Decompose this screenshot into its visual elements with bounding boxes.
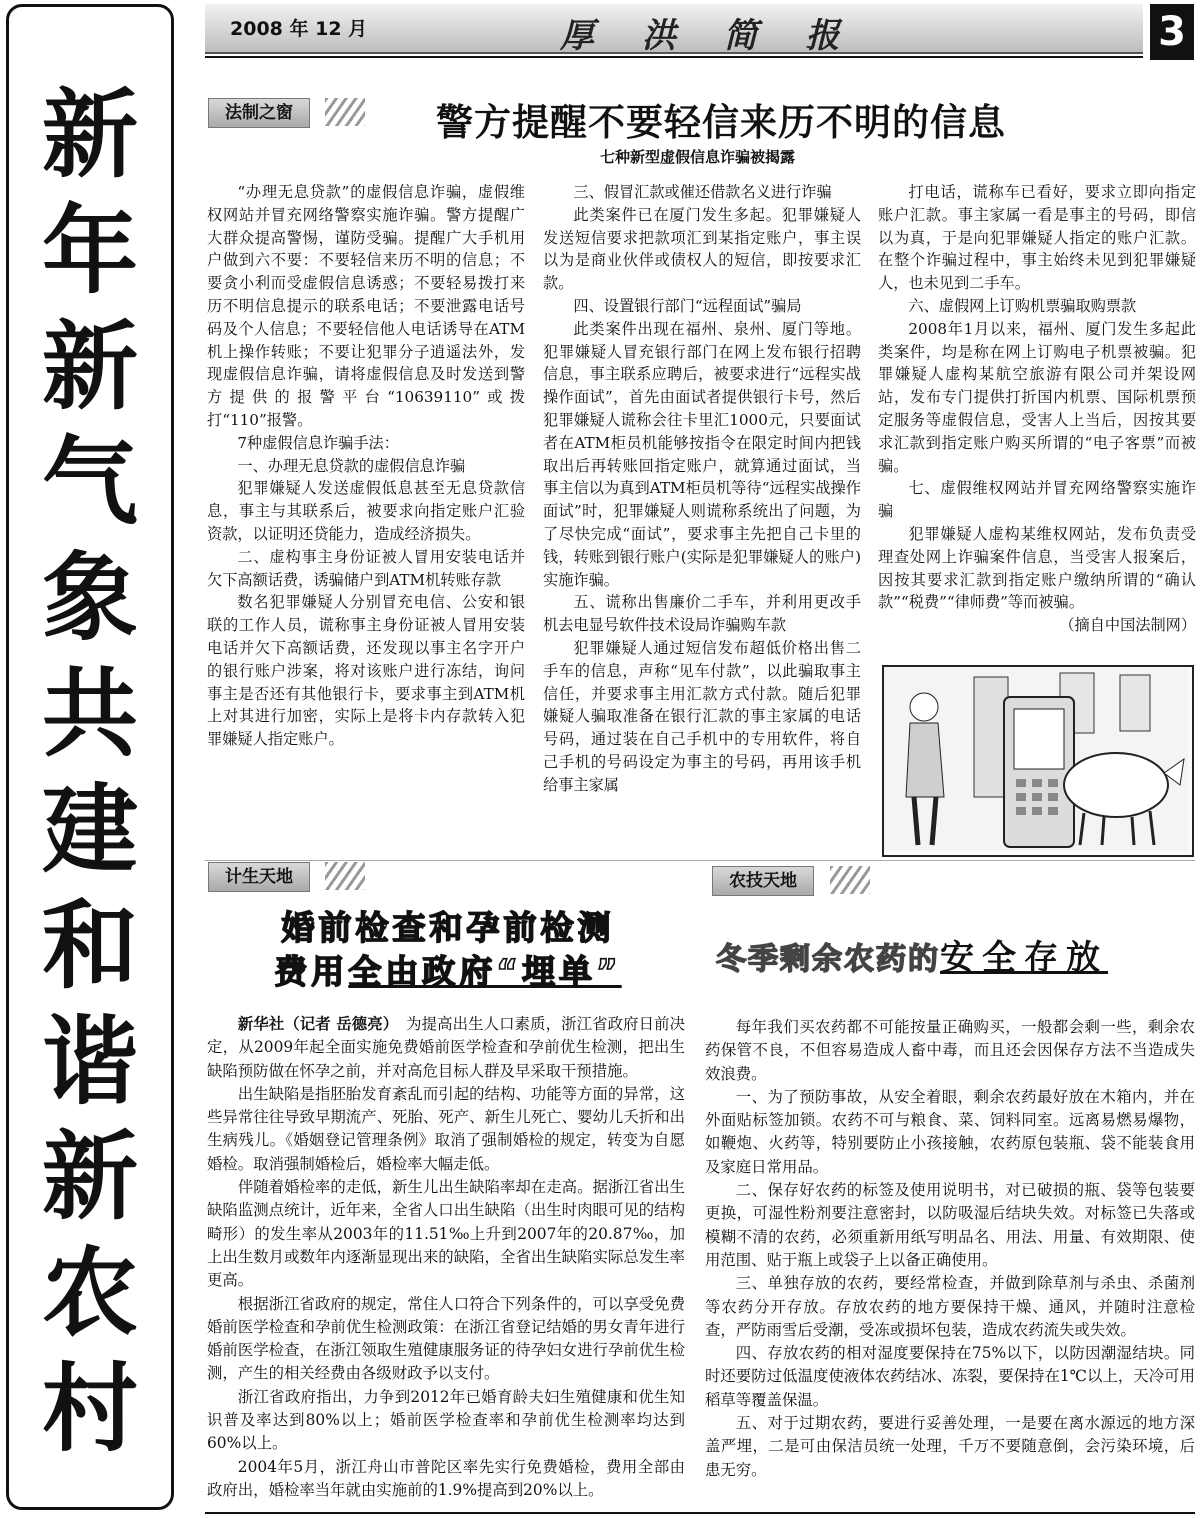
sidebar-char: 新 <box>42 1120 138 1234</box>
paragraph: 一、为了预防事故，从安全着眼，剩余农药最好放在木箱内，并在外面贴标签加锁。农药不可与粮食、菜、饲料同室。远离易燃易爆物，如鞭炮、火药等，特别要防止小孩接触，农药原包装瓶、袋不能装食用及家庭日常用品。 <box>705 1087 1195 1176</box>
paragraph: 犯罪嫌疑人通过短信发布超低价格出售二手车的信息，声称“见车付款”，以此骗取事主信任，并要求事主用汇款方式付款。随后犯罪嫌疑人骗取准备在银行汇款的事主家属的电话号码，通过装在自己手机中的专用软件，将自己手机的号码设定为事主的号码，再用该手机给事主家属 <box>543 638 861 794</box>
paragraph: “办理无息贷款”的虚假信息诈骗，虚假维权网站并冒充网络警察实施诈骗。警方提醒广大群众提高警惕，谨防受骗。提醒广大手机用户做到六不要：不要轻信来历不明的信息；不要贪小利而受虚假信息诱惑；不要轻易拨打来历不明信息提示的联系电话；不要泄露电话号码及个人信息；不要轻信他人电话诱导在ATM机上操作转账；不要让犯罪分子逍遥法外，发现虚假信息诈骗，请将虚假信息及时发送到警方提供的报警平台“10639110”或拨打“110”报警。 <box>207 183 525 429</box>
paragraph: 犯罪嫌疑人发送虚假低息甚至无息贷款信息，事主与其联系后，被要求向指定账户汇验资款，以证明还贷能力，造成经济损失。 <box>207 479 525 543</box>
paragraph: 六、虚假网上订购机票骗取购票款 <box>908 296 1137 315</box>
sidebar-char: 气 <box>42 425 138 539</box>
article-title: 警方提醒不要轻信来历不明的信息 <box>436 101 1006 144</box>
sidebar-char: 新 <box>42 309 138 423</box>
paragraph: 此类案件已在厦门发生多起。犯罪嫌疑人发送短信要求把款项汇到某指定账户，事主误以为是商业伙伴或债权人的短信，即按要求汇款。 <box>543 205 861 293</box>
paragraph: 根据浙江省政府的规定，常住人口符合下列条件的，可以享受免费婚前医学检查和孕前优生检测政策：在浙江省登记结婚的男女青年进行婚前医学检查，在浙江领取生殖健康服务证的待孕妇女进行孕前优生检测，产生的相关经费由各级财政予以支付。 <box>207 1294 685 1383</box>
sidebar-char: 农 <box>42 1236 138 1350</box>
section-tag-family-planning: 计生天地 <box>208 862 310 892</box>
sidebar-char: 村 <box>42 1352 138 1466</box>
title-part-b: 安全存放 <box>940 938 1108 978</box>
paragraph: 出生缺陷是指胚胎发育紊乱而引起的结构、功能等方面的异常，这些异常往往导致早期流产、死胎、死产、新生儿死亡、婴幼儿夭折和出生病残儿。《婚姻登记管理条例》取消了强制婚检的规定，转变为自愿婚检。取消强制婚检后，婚检率大幅走低。 <box>207 1084 685 1173</box>
article-title-pesticide <box>716 930 1108 979</box>
title-line-2-b: 全由政府“埋单” <box>348 952 622 991</box>
tag-stripes <box>325 98 365 126</box>
paragraph: 四、设置银行部门“远程面试”骗局 <box>573 296 802 315</box>
section-tag-legal: 法制之窗 <box>208 98 310 128</box>
article-column-2 <box>543 181 861 797</box>
title-line-2-a: 费用 <box>274 952 349 991</box>
article-column-1 <box>207 181 525 751</box>
sidebar-char: 建 <box>42 772 138 886</box>
tag-stripes <box>325 862 365 890</box>
paragraph: 2008年1月以来，福州、厦门发生多起此类案件，均是称在网上订购电子机票被骗。犯罪嫌疑人虚构某航空旅游有限公司并架设网站，发布专门提供打折国内机票、国际机票预定服务等虚假信息，受害人上当后，因按其要求汇款到指定账户购买所谓的“电子客票”而被骗。 <box>878 319 1196 475</box>
paragraph: 三、单独存放的农药，要经常检查，并做到除草剂与杀虫、杀菌剂等农药分开存放。存放农药的地方要保持干燥、通风，并随时注意检查，严防雨雪后受潮，受冻或损坏包装，造成农药流失或失效。 <box>705 1274 1195 1339</box>
sidebar-char: 年 <box>42 193 138 307</box>
paragraph: 犯罪嫌疑人虚构某维权网站，发布负责受理查处网上诈骗案件信息，当受害人报案后，因按其要求汇款到指定账户缴纳所谓的“确认款”“税费”“律师费”等而被骗。 <box>878 524 1196 612</box>
masthead: 厚 洪 简 报 <box>560 16 858 56</box>
paragraph: 数名犯罪嫌疑人分别冒充电信、公安和银联的工作人员，谎称事主身份证被人冒用安装电话并欠下高额话费，还发现以事主名字开户的银行账户涉案，将对该账户进行冻结，询问事主是否还有其他银行卡，要求事主到ATM机上对其进行加密，实际上是将卡内存款转入犯罪嫌疑人指定账户。 <box>207 593 525 749</box>
article-source: （摘自中国法制网） <box>1059 616 1196 635</box>
title-line-2 <box>228 950 668 994</box>
article-body-pesticide <box>705 1016 1195 1482</box>
section-divider <box>205 860 1195 861</box>
title-line-1: 婚前检查和孕前检测 <box>281 908 615 947</box>
article-subtitle: 七种新型虚假信息诈骗被揭露 <box>600 148 796 166</box>
sidebar-char: 共 <box>42 657 138 771</box>
paragraph: 五、谎称出售廉价二手车，并利用更改手机去电显号软件技术设局诈骗购车款 <box>543 593 861 635</box>
issue-date: 2008 年 12 月 <box>230 18 368 40</box>
paragraph: 浙江省政府指出，力争到2012年已婚育龄夫妇生殖健康和优生知识普及率达到80%以上；婚前医学检查率和孕前优生检测率均达到60%以上。 <box>207 1387 685 1453</box>
tag-stripes <box>830 866 870 894</box>
paragraph: 五、对于过期农药，要进行妥善处理，一是要在离水源远的地方深盖严埋，二是可由保洁员统一处理，千万不要随意倒，会污染环境，后患无穷。 <box>705 1414 1195 1479</box>
paragraph: 四、存放农药的相对湿度要保持在75%以下，以防因潮湿结块。同时还要防过低温度使液体农药结冰、冻裂，要保持在1℃以上，天冷可用稻草等覆盖保温。 <box>705 1344 1195 1409</box>
paragraph: 每年我们买农药都不可能按量正确购买，一般都会剩一些，剩余农药保管不良，不但容易造成人畜中毒，而且还会因保存方法不当造成失效浪费。 <box>705 1018 1195 1083</box>
paragraph <box>207 1013 685 1083</box>
paragraph: 此类案件出现在福州、泉州、厦门等地。犯罪嫌疑人冒充银行部门在网上发布银行招聘信息，事主联系应聘后，被要求进行“远程实战操作面试”，首先由面试者提供银行卡号，然后犯罪嫌疑人谎称会往卡里汇1000元，只要面试者在ATM柜员机能够按指令在限定时间内把钱取出后再转账回指定账户，就算通过面试，当事主信以为真到ATM柜员机等待“远程实战操作面试”时，犯罪嫌疑人则谎称系统出了问题，为了尽快完成“面试”，要求事主先把自己卡里的钱，转账到银行账户(实际是犯罪嫌疑人的账户)实施诈骗。 <box>543 319 861 589</box>
footer-rule <box>205 1512 1195 1514</box>
sidebar-char: 象 <box>42 541 138 655</box>
title-part-a: 冬季剩余农药的 <box>716 942 940 977</box>
sidebar-char: 和 <box>42 888 138 1002</box>
sidebar-char: 新 <box>42 77 138 191</box>
article-body-premarital <box>207 1013 685 1502</box>
paragraph-text: 为提高出生人口素质，浙江省政府日前决定，从2009年起全面实施免费婚前医学检查和孕前优生检测，把出生缺陷预防做在怀孕之前，并对高危目标人群及早采取干预措施。 <box>207 1015 685 1080</box>
paragraph: 二、虚构事主身份证被人冒用安装电话并欠下高额话费，诱骗储户到ATM机转账存款 <box>207 547 525 589</box>
cartoon-drawing <box>884 667 1188 851</box>
fraud-cartoon-illustration <box>882 665 1194 857</box>
paragraph: 伴随着婚检率的走低，新生儿出生缺陷率却在走高。据浙江省出生缺陷监测点统计，近年来，全省人口出生缺陷（出生时肉眼可见的结构畸形）的发生率从2003年的11.51‰上升到2007年的20.87‰，加上出生数月或数年内逐渐显现出来的缺陷，全省出生缺陷实际总发生率更高。 <box>207 1178 685 1290</box>
paragraph: 七、虚假维权网站并冒充网络警察实施诈骗 <box>878 479 1196 521</box>
paragraph: 打电话，谎称车已看好，要求立即向指定账户汇款。事主家属一看是事主的号码，即信以为真，于是向犯罪嫌疑人指定的账户汇款。在整个诈骗过程中，事主始终未见到犯罪嫌疑人，也未见到二手车。 <box>878 183 1196 293</box>
page-number: 3 <box>1150 4 1194 60</box>
section-tag-agriculture: 农技天地 <box>712 866 814 896</box>
sidebar-char: 谐 <box>42 1004 138 1118</box>
header-rule <box>205 56 1143 58</box>
paragraph: 2004年5月，浙江舟山市普陀区率先实行免费婚检，费用全部由政府出，婚检率当年就由实施前的1.9%提高到20%以上。 <box>207 1457 685 1499</box>
byline: 新华社（记者 岳德亮） <box>237 1015 391 1033</box>
article-column-3 <box>878 181 1196 637</box>
paragraph: 三、假冒汇款或催还借款名义进行诈骗 <box>573 183 832 201</box>
sidebar-slogan <box>6 4 174 1510</box>
paragraph: 二、保存好农药的标签及使用说明书，对已破损的瓶、袋等包装要更换，可湿性粉剂要注意密封，以防吸湿后结块失效。对标签已失落或模糊不清的农药，必须重新用纸写明品名、用法、用量、有效期限、使用范围、贴于瓶上或袋子上以备正确使用。 <box>705 1181 1195 1269</box>
paragraph: 一、办理无息贷款的虚假信息诈骗 <box>237 456 466 475</box>
paragraph: 7种虚假信息诈骗手法： <box>237 433 399 452</box>
article-title-premarital <box>228 906 668 994</box>
